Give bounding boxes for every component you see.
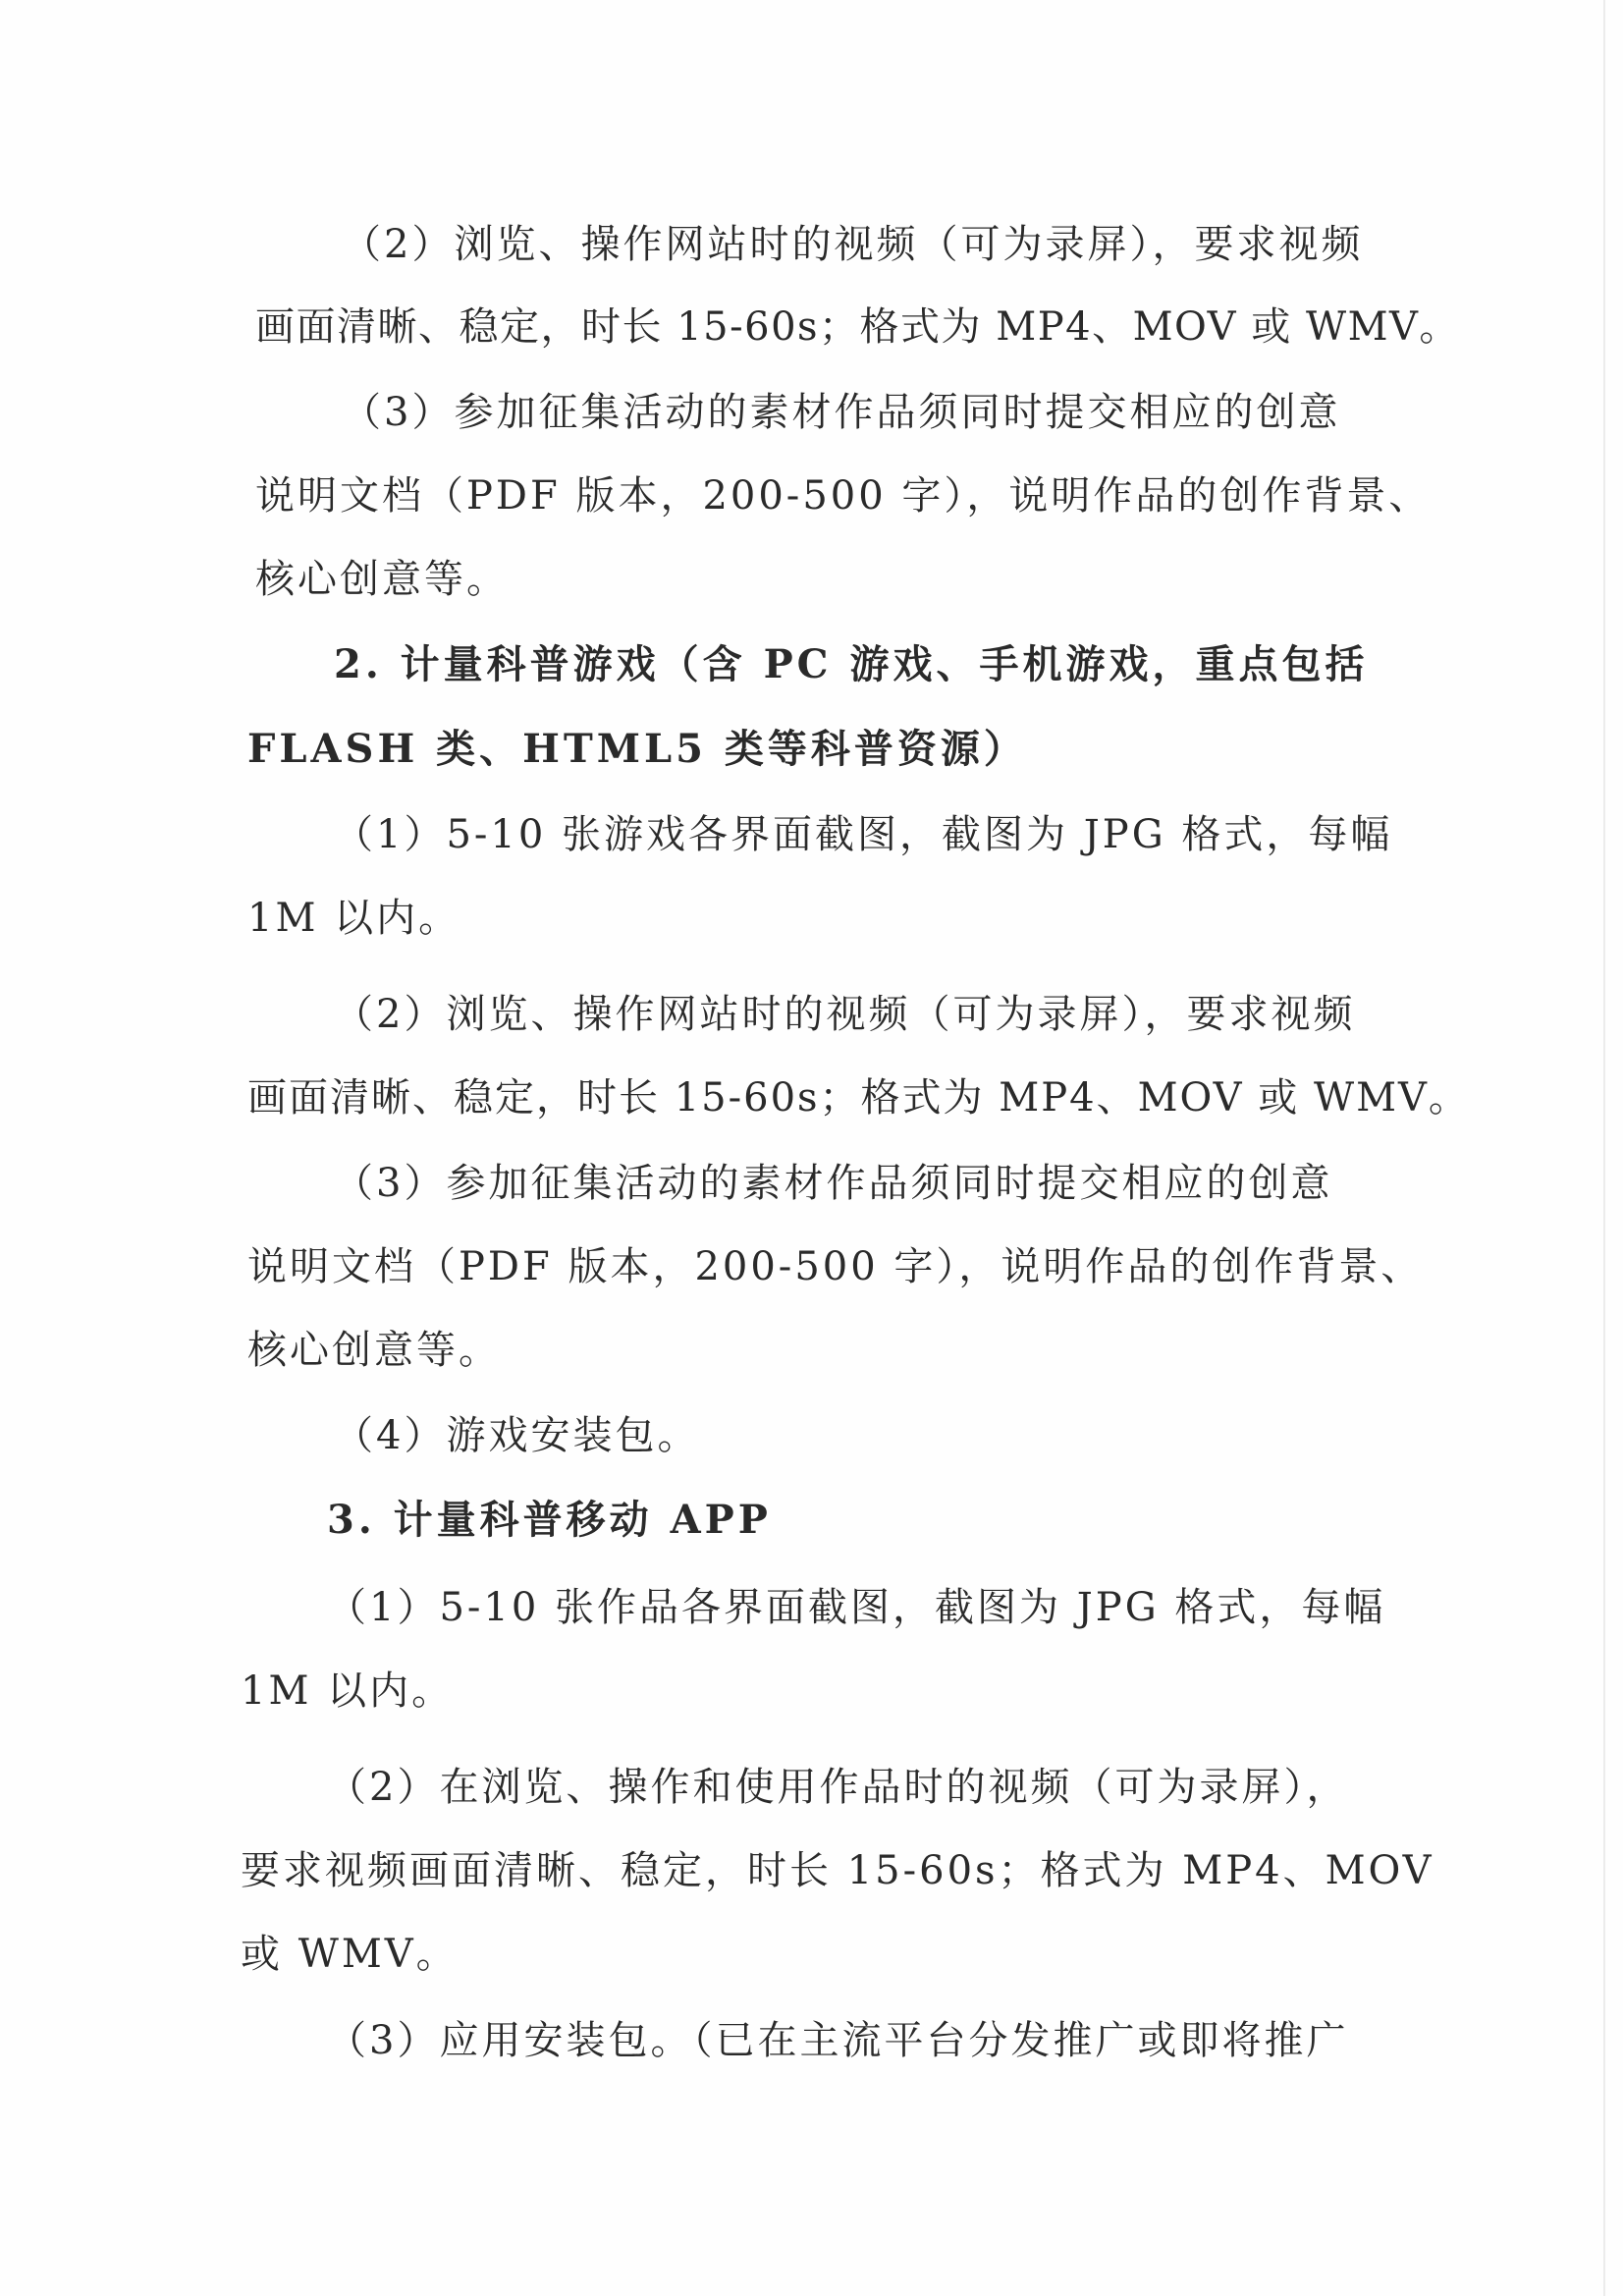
paragraph-line: 画面清晰、稳定，时长 15-60s；格式为 MP4、MOV 或 WMV。 [255, 304, 1460, 350]
paragraph-line: （2）浏览、操作网站时的视频（可为录屏），要求视频 [334, 992, 1356, 1037]
paragraph-line: 1M 以内。 [241, 1668, 455, 1714]
paragraph-line: （4）游戏安装包。 [334, 1413, 700, 1458]
paragraph-line: （3）应用安装包。（已在主流平台分发推广或即将推广 [327, 2018, 1349, 2063]
paragraph-line: 说明文档（PDF 版本，200-500 字），说明作品的创作背景、 [255, 473, 1432, 519]
paragraph-line: 说明文档（PDF 版本，200-500 字），说明作品的创作背景、 [247, 1244, 1424, 1289]
section-heading-2: 2. 计量科普游戏（含 PC 游戏、手机游戏，重点包括 [334, 641, 1369, 687]
paragraph-line: 核心创意等。 [247, 1328, 501, 1373]
paragraph-line: （2）浏览、操作网站时的视频（可为录屏），要求视频 [342, 222, 1364, 267]
paragraph-line: （1）5-10 张游戏各界面截图，截图为 JPG 格式，每幅 [334, 812, 1393, 857]
paragraph-line: 要求视频画面清晰、稳定，时长 15-60s；格式为 MP4、MOV [241, 1848, 1434, 1893]
page-edge-shadow [1603, 0, 1605, 2296]
paragraph-line: 1M 以内。 [247, 896, 461, 941]
section-heading-2-cont: FLASH 类、HTML5 类等科普资源） [247, 726, 1027, 772]
paragraph-line: （1）5-10 张作品各界面截图，截图为 JPG 格式，每幅 [327, 1585, 1386, 1630]
section-heading-3: 3. 计量科普移动 APP [327, 1497, 772, 1543]
paragraph-line: （3）参加征集活动的素材作品须同时提交相应的创意 [334, 1161, 1333, 1206]
paragraph-line: 画面清晰、稳定，时长 15-60s；格式为 MP4、MOV 或 WMV。 [247, 1075, 1470, 1121]
paragraph-line: 核心创意等。 [255, 557, 509, 602]
paragraph-line: （2）在浏览、操作和使用作品时的视频（可为录屏）， [327, 1765, 1349, 1810]
paragraph-line: 或 WMV。 [241, 1932, 459, 1977]
paragraph-line: （3）参加征集活动的素材作品须同时提交相应的创意 [342, 390, 1341, 435]
